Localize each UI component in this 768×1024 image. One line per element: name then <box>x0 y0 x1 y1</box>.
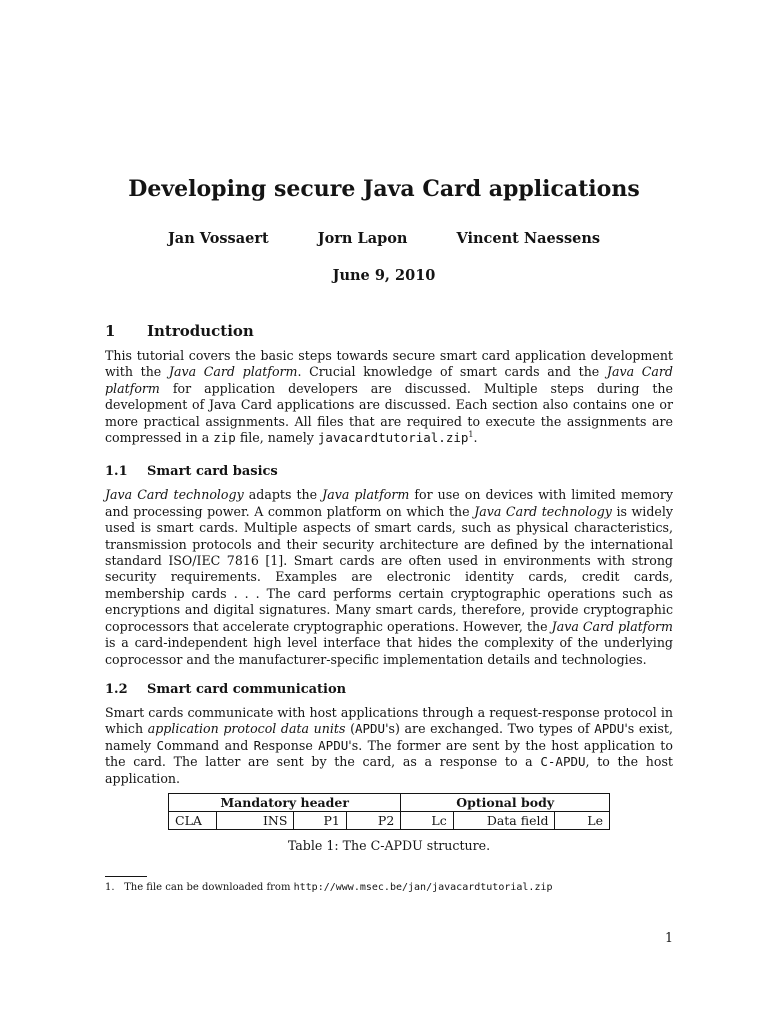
table-caption: Table 1: The C-APDU structure. <box>287 837 491 853</box>
footnote-text: The file can be downloaded from <box>124 882 291 893</box>
text-run: 's. The former are sent by the host application to the card. The latter are sent by the card, as a response to a <box>105 737 673 770</box>
paper-date: June 9, 2010 <box>332 267 436 284</box>
author-name: Jan Vossaert <box>167 230 269 247</box>
table-cell: INS <box>217 811 294 829</box>
text-run: for application developers are discussed. Multiple steps during the development of Java Card applications are discussed. Each section also contains one or more practical assignments. All files that are required to execute the assignments are compressed in a <box>105 380 673 446</box>
inline-code: APDU <box>354 721 386 737</box>
inline-code: zip <box>213 430 236 446</box>
emphasis: Java Card platform <box>551 618 674 634</box>
text-run: 's) are exchanged. Two types of <box>385 721 590 737</box>
footnote <box>105 882 553 893</box>
table-row <box>169 811 610 829</box>
text-run: ommand and <box>164 737 249 753</box>
text-run: esponse <box>261 737 313 753</box>
footnote-url-link[interactable]: http://www.msec.be/jan/javacardtutorial.zip <box>293 882 553 893</box>
author-name: Jorn Lapon <box>317 230 408 247</box>
table-header-row <box>169 793 610 811</box>
text-run: This tutorial covers the basic steps towards secure smart card application development with the <box>105 348 673 380</box>
paper-title: Developing secure Java Card applications <box>128 176 640 202</box>
paragraph <box>105 348 673 446</box>
author-list <box>0 230 768 247</box>
inline-code: APDU <box>594 721 625 737</box>
section-smart-card-basics <box>105 464 673 667</box>
text-run: ( <box>350 721 355 737</box>
text-run: adapts the <box>248 487 318 503</box>
subsection-title: Smart card basics <box>147 464 278 480</box>
section-introduction <box>105 322 673 446</box>
emphasis: Java Card platform <box>105 364 673 396</box>
section-smart-card-communication <box>105 682 673 853</box>
text-run: , to the host application. <box>105 754 673 786</box>
footnote-number: 1. <box>105 882 115 893</box>
footnote-marker[interactable]: 1 <box>468 429 474 439</box>
text-run: . <box>473 430 478 446</box>
text-run: . Crucial knowledge of smart cards and the <box>297 364 600 380</box>
table-header-cell: Mandatory header <box>169 793 401 811</box>
inline-code: R <box>253 737 262 753</box>
text-run: Smart cards communicate with host applications through a request-response protocol in which <box>105 704 673 737</box>
emphasis: Java Card technology <box>474 503 612 519</box>
subsection-title: Smart card communication <box>147 681 347 697</box>
author-name: Vincent Naessens <box>456 230 601 247</box>
section-number: 1 <box>105 322 116 340</box>
capdu-table <box>168 793 610 830</box>
footnote-divider <box>105 876 147 877</box>
table-cell: P2 <box>346 811 400 829</box>
emphasis: application protocol data units <box>147 721 346 737</box>
paragraph <box>105 705 673 787</box>
table-cell: CLA <box>169 811 217 829</box>
table-cell: Data field <box>453 811 555 829</box>
table-header-cell: Optional body <box>401 793 610 811</box>
emphasis: Java Card technology <box>105 487 244 503</box>
text-run: for use on devices with limited memory and processing power. A common platform on which the <box>105 487 673 519</box>
table-cell: Le <box>555 811 610 829</box>
paper-body <box>105 322 673 853</box>
text-run: is widely used is smart cards. Multiple aspects of smart cards, such as physical characteristics, transmission protocols and their security architecture are defined by the international standard ISO/IEC 7816 [1]. Smart cards are often used in environments with strong security requirements. Examples are electronic identity cards, credit cards, membership cards . . . The card performs certain cryptographic operations such as encryptions and digital signatures. Many smart cards, therefore, provide cryptographic coprocessors that accelerate cryptographic operations. However, the <box>105 503 673 634</box>
table-cell: Lc <box>401 811 453 829</box>
inline-code: javacardtutorial.zip <box>317 430 469 446</box>
page-number: 1 <box>664 930 673 945</box>
table-cell: P1 <box>294 811 346 829</box>
text-run: 's exist, namely <box>105 721 673 753</box>
inline-code: C-APDU <box>540 754 586 770</box>
paragraph <box>105 487 673 667</box>
inline-code: C <box>156 737 165 753</box>
text-run: is a card-independent high level interface that hides the complexity of the underlying coprocessor and the manufacturer-specific implementation details and technologies. <box>105 635 673 667</box>
subsection-heading <box>105 464 673 479</box>
emphasis: Java Card platform <box>168 364 298 380</box>
subsection-number: 1.1 <box>105 464 128 480</box>
emphasis: Java platform <box>322 487 410 503</box>
subsection-heading <box>105 682 673 697</box>
section-title: Introduction <box>147 322 254 340</box>
inline-code: APDU <box>318 737 349 753</box>
section-heading <box>105 322 673 340</box>
text-run: file, namely <box>239 430 314 446</box>
subsection-number: 1.2 <box>105 681 128 697</box>
